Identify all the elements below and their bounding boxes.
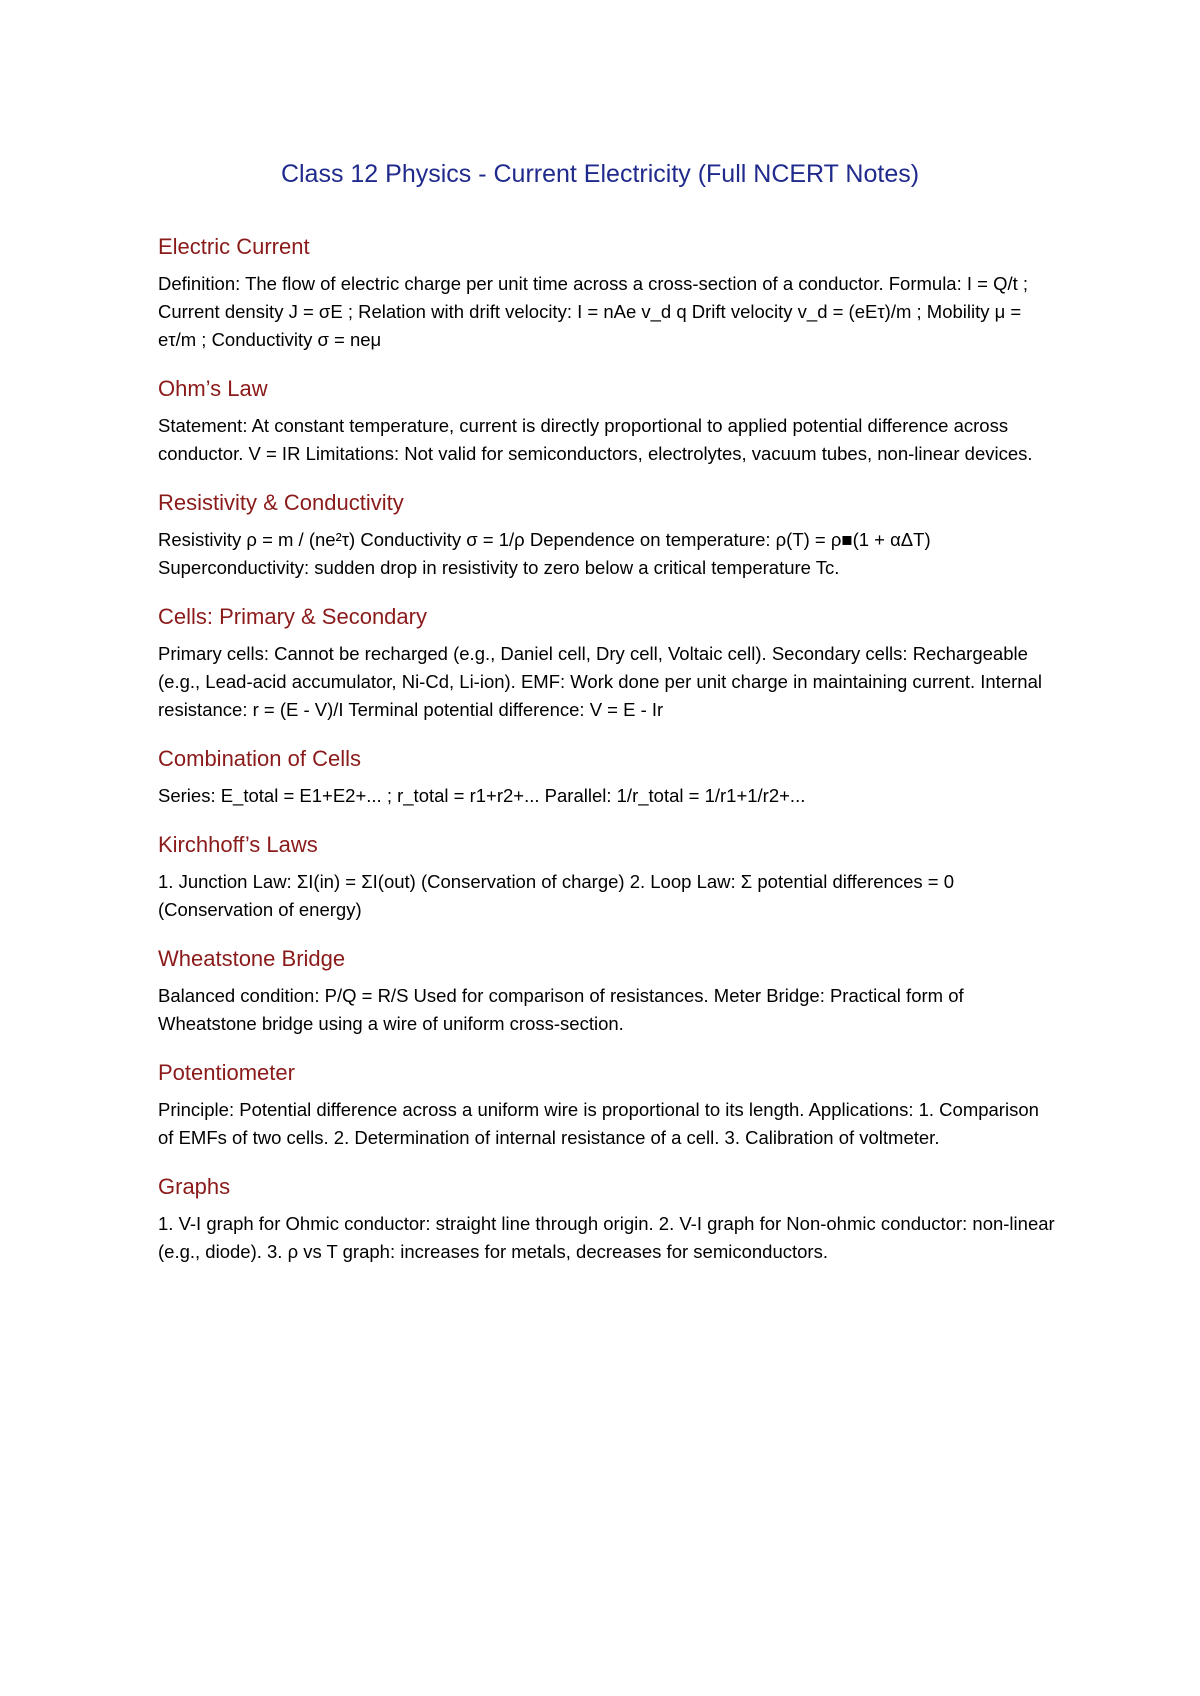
section-potentiometer — [158, 1058, 1058, 1152]
section-body: Resistivity ρ = m / (ne²τ) Conductivity σ = 1/ρ Dependence on temperature: ρ(T) = ρ■(1 + αΔT) Superconductivity: sudden drop in resistivity to zero below a critical temperature Tc. — [158, 529, 931, 578]
section-graphs — [158, 1172, 1058, 1266]
section-heading: Kirchhoff’s Laws — [158, 832, 318, 857]
section-heading: Graphs — [158, 1174, 231, 1199]
section-body: 1. Junction Law: ΣI(in) = ΣI(out) (Conservation of charge) 2. Loop Law: Σ potential differences = 0 (Conservation of energy) — [158, 871, 954, 920]
section-cells — [158, 602, 1058, 724]
section-body: 1. V-I graph for Ohmic conductor: straight line through origin. 2. V-I graph for Non-ohmic conductor: non-linear (e.g., diode). 3. ρ vs T graph: increases for metals, decreases for semiconductors. — [158, 1213, 1055, 1262]
page-title: Class 12 Physics - Current Electricity (Full NCERT Notes) — [280, 160, 920, 188]
section-heading: Ohm’s Law — [158, 376, 268, 401]
section-heading: Resistivity & Conductivity — [158, 490, 404, 515]
notes-content — [158, 232, 1058, 1286]
section-body: Balanced condition: P/Q = R/S Used for comparison of resistances. Meter Bridge: Practical form of Wheatstone bridge using a wire of uniform cross-section. — [158, 985, 964, 1034]
section-resistivity-conductivity — [158, 488, 1058, 582]
section-body: Primary cells: Cannot be recharged (e.g., Daniel cell, Dry cell, Voltaic cell). Secondary cells: Rechargeable (e.g., Lead-acid accumulator, Ni-Cd, Li-ion). EMF: Work done per unit charge in maintaining current. Internal resistance: r = (E - V)/I Terminal potential difference: V = E - Ir — [158, 643, 1042, 720]
section-heading: Combination of Cells — [158, 746, 361, 771]
section-heading: Cells: Primary & Secondary — [158, 604, 427, 629]
section-body: Principle: Potential difference across a uniform wire is proportional to its length. Applications: 1. Comparison of EMFs of two cells. 2. Determination of internal resistance of a cell. 3. Calibration of voltmeter. — [158, 1099, 1039, 1148]
section-body: Statement: At constant temperature, current is directly proportional to applied potential difference across conductor. V = IR Limitations: Not valid for semiconductors, electrolytes, vacuum tubes, non-linear devices. — [158, 415, 1033, 464]
section-combination-of-cells — [158, 744, 1058, 810]
section-heading: Electric Current — [158, 234, 310, 259]
section-wheatstone-bridge — [158, 944, 1058, 1038]
section-electric-current — [158, 232, 1058, 354]
section-ohms-law — [158, 374, 1058, 468]
section-heading: Potentiometer — [158, 1060, 295, 1085]
section-body: Definition: The flow of electric charge per unit time across a cross-section of a conductor. Formula: I = Q/t ; Current density J = σE ; Relation with drift velocity: I = nAe v_d q Drift velocity v_d = (eEτ)/m ; Mobility μ = eτ/m ; Conductivity σ = neμ — [158, 273, 1029, 350]
section-heading: Wheatstone Bridge — [158, 946, 346, 971]
section-body: Series: E_total = E1+E2+... ; r_total = r1+r2+... Parallel: 1/r_total = 1/r1+1/r2+... — [158, 785, 806, 806]
section-kirchhoffs-laws — [158, 830, 1058, 924]
